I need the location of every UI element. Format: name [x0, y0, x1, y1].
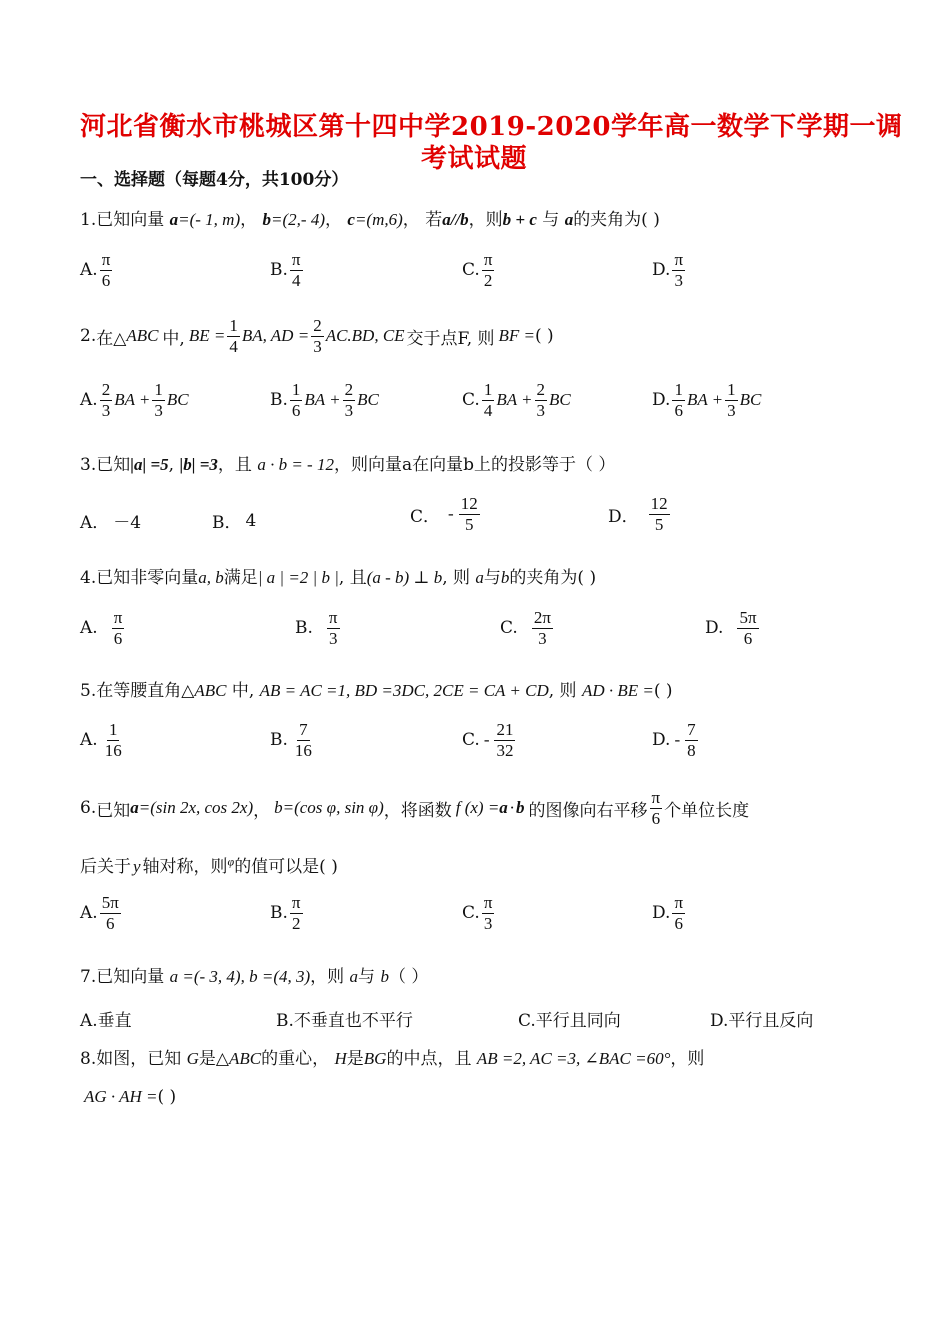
- q2-cross: 交于点F, 则: [406, 328, 495, 349]
- option-fraction: $\frac{5\pi}{6}$: [739, 608, 757, 648]
- q6-number: 6.: [80, 798, 97, 819]
- option-label: A.: [80, 730, 98, 751]
- q7-option-b[interactable]: B.不垂直也不平行: [276, 1011, 413, 1031]
- q4-option-a[interactable]: [80, 608, 126, 648]
- option-label: C.: [462, 730, 480, 751]
- q6-function: f (x) =: [455, 798, 500, 818]
- q5-lead: 在等腰直角△: [96, 681, 195, 701]
- q2-ac-rest: AC.BD, CE: [325, 326, 405, 346]
- q3-option-d[interactable]: [608, 494, 672, 534]
- option-fraction: $\frac{21}{32}$: [496, 720, 514, 760]
- q1-tail: 的夹角为( ): [573, 210, 660, 230]
- q5-option-d[interactable]: [652, 720, 700, 760]
- q3-option-b[interactable]: [212, 508, 256, 533]
- q1-lead: 已知向量: [96, 210, 165, 230]
- question-2: [80, 316, 554, 356]
- q1-vector-c: c: [347, 210, 355, 229]
- option-frac1: $\frac{2}{3}$: [101, 380, 111, 420]
- option-label: D.: [652, 730, 671, 751]
- q5-then: , 则: [548, 681, 577, 701]
- q5-option-a[interactable]: [80, 720, 126, 760]
- q6-y: y: [133, 857, 141, 876]
- option-label: C.: [462, 903, 480, 924]
- option-fraction: $\frac{\pi}{2}$: [483, 250, 493, 290]
- option-label: B.: [270, 903, 288, 924]
- q8-lead: 如图，已知: [96, 1049, 182, 1069]
- option-label: D.: [705, 618, 724, 639]
- q6-vector-a: a: [130, 798, 139, 818]
- q1-option-c[interactable]: [462, 250, 496, 290]
- option-term2: BC: [166, 390, 189, 410]
- q6-option-d[interactable]: [652, 893, 687, 933]
- option-value: －4: [113, 513, 142, 533]
- q5-tail: ( ): [653, 681, 673, 701]
- section-heading: 一、选择题（每题4分，共100分）: [80, 170, 349, 190]
- q3-option-c[interactable]: [410, 494, 482, 534]
- option-frac2: $\frac{2}{3}$: [536, 380, 545, 420]
- option-fraction: $\frac{1}{16}$: [104, 720, 122, 760]
- option-value: 4: [245, 510, 257, 531]
- q1-vector-a2: a: [564, 210, 574, 229]
- q8-then: ，则: [670, 1049, 705, 1069]
- q4-option-b[interactable]: [295, 608, 342, 648]
- q5-number: 5.: [80, 681, 97, 701]
- question-7: [80, 962, 428, 987]
- q6-line2a: 后关于: [80, 857, 131, 877]
- q3-option-a[interactable]: [80, 508, 141, 533]
- document-title-line2: 考试试题: [421, 144, 528, 174]
- q5-condition: AB = AC =1, BD =3DC, 2CE = CA + CD: [259, 681, 549, 700]
- q6-vector-b: b: [274, 798, 283, 818]
- q5-expression: AD · BE =: [581, 681, 654, 700]
- q3-tail: ，则向量a在向量b上的投影等于（ ）: [333, 455, 616, 475]
- document-title-line1: 河北省衡水市桃城区第十四中学2019-2020学年高一数学下学期一调: [80, 112, 903, 142]
- q1-vector-b: b: [262, 210, 272, 229]
- q2-triangle: ABC: [126, 326, 159, 346]
- q5-option-b[interactable]: [270, 720, 316, 760]
- question-6: [80, 788, 749, 828]
- q1-with: 与: [542, 210, 560, 230]
- option-label: D.: [652, 903, 671, 924]
- q4-condition1: | a | =2 | b |: [257, 568, 339, 587]
- q8-centroid: 的重心，: [261, 1049, 330, 1069]
- q6-dot: ·: [509, 798, 515, 818]
- q4-option-d[interactable]: [705, 608, 761, 648]
- option-label: D.: [652, 390, 671, 411]
- option-frac2: $\frac{1}{3}$: [727, 380, 736, 420]
- option-fraction: $\frac{12}{5}$: [650, 494, 668, 534]
- q2-option-d[interactable]: [652, 380, 761, 420]
- option-term1: BA +: [496, 390, 533, 410]
- q3-sep: ,: [168, 455, 175, 475]
- q8-is: 是△: [198, 1049, 229, 1069]
- option-label: B.: [270, 260, 288, 281]
- question-5: [80, 676, 673, 701]
- q2-mid: 中,: [162, 328, 185, 349]
- q4-condition2: (a - b) ⊥ b: [366, 568, 443, 587]
- q5-option-c[interactable]: [462, 720, 517, 760]
- q6-line2c: 的值可以是( ): [234, 857, 338, 877]
- option-term2: BC: [549, 390, 571, 410]
- q8-triangle: ABC: [229, 1049, 262, 1068]
- q3-lead: 已知: [96, 455, 131, 475]
- q4-satisfy: 满足: [223, 568, 258, 588]
- option-label: B.: [270, 730, 288, 751]
- option-frac2: $\frac{2}{3}$: [344, 380, 354, 420]
- q2-option-a[interactable]: [80, 380, 189, 420]
- q7-expression: a =(- 3, 4), b =(4, 3): [169, 967, 311, 986]
- option-term2: BC: [739, 390, 762, 410]
- question-8-line2: [84, 1087, 176, 1107]
- q6-function-a: a: [499, 798, 508, 818]
- option-label: B.: [270, 390, 288, 411]
- q8-h: H: [334, 1049, 347, 1068]
- q3-and: ，且: [217, 455, 252, 475]
- q8-is2: 是: [346, 1049, 364, 1069]
- q6-option-b[interactable]: [270, 893, 305, 933]
- q1-vector-a-value: =(- 1, m): [178, 210, 241, 229]
- q2-bf: BF =: [498, 326, 536, 346]
- minus-sign: -: [674, 730, 681, 750]
- q7-number: 7.: [80, 967, 97, 987]
- q4-vectors: a, b: [198, 568, 224, 587]
- option-label: A.: [80, 260, 98, 281]
- q7-lead: 已知向量: [96, 967, 165, 987]
- q4-tail: 的夹角为( ): [509, 568, 597, 588]
- q3-magnitude-a: |a| =5: [130, 455, 169, 474]
- q2-ba-ad: BA, AD =: [241, 326, 310, 346]
- q1-number: 1.: [80, 210, 97, 230]
- option-term1: BA +: [304, 390, 341, 410]
- q7-b: b: [380, 967, 389, 986]
- q1-vector-c-value: =(m,6): [354, 210, 403, 229]
- q7-option-d[interactable]: D.平行且反向: [710, 1011, 814, 1031]
- minus-sign: -: [448, 504, 454, 524]
- q6-phi: φ: [227, 854, 235, 869]
- q4-and: , 且: [338, 568, 367, 588]
- option-label: D.: [652, 260, 671, 281]
- option-label: A.: [80, 390, 98, 411]
- q1-vector-a: a: [169, 210, 179, 229]
- q7-a: a: [349, 967, 359, 986]
- question-8: [80, 1044, 704, 1069]
- q1-then: ，则: [468, 210, 503, 230]
- option-fraction: $\frac{7}{16}$: [294, 720, 312, 760]
- question-1: 1.已知向量 a=(- 1, m)， b=(2,- 4)， c=(m,6)， 若a//b，则b + c 与 a的夹角为( ): [80, 210, 660, 230]
- question-6-line2: [80, 852, 338, 877]
- option-label: A．: [80, 513, 110, 533]
- option-fraction: $\frac{\pi}{2}$: [291, 893, 301, 933]
- q2-option-b[interactable]: [270, 380, 379, 420]
- option-fraction: $\frac{\pi}{3}$: [674, 250, 684, 290]
- q8-number: 8.: [80, 1049, 97, 1069]
- q7-option-a[interactable]: A.垂直: [80, 1011, 132, 1031]
- q6-option-c[interactable]: [462, 893, 496, 933]
- option-label: B．: [212, 513, 242, 533]
- q6-sep: ，: [253, 800, 271, 821]
- q2-lead: 在△: [96, 328, 127, 349]
- option-frac1: $\frac{1}{6}$: [674, 380, 683, 420]
- q4-then: , 则: [442, 568, 471, 588]
- option-fraction: $\frac{12}{5}$: [460, 494, 478, 534]
- q3-magnitude-b: |b| =3: [179, 455, 218, 474]
- q7-with: 与: [358, 967, 376, 987]
- q8-mid: 的中点，且: [386, 1049, 472, 1069]
- minus-sign: -: [483, 730, 490, 750]
- q2-frac1: $\frac{1}{4}$: [229, 316, 238, 356]
- q3-dot-product: a · b = - 12: [257, 455, 334, 474]
- q6-shift-fraction: $\frac{\pi}{6}$: [651, 788, 661, 828]
- option-fraction: $\frac{\pi}{3}$: [328, 608, 338, 648]
- q4-lead: 已知非零向量: [96, 568, 199, 588]
- option-fraction: $\frac{5\pi}{6}$: [101, 893, 119, 933]
- q1-option-b[interactable]: [270, 250, 305, 290]
- q7-tail: （ ）: [388, 967, 429, 987]
- q1-option-a[interactable]: [80, 250, 114, 290]
- option-label: B.: [295, 618, 313, 639]
- option-term2: BC: [357, 390, 379, 410]
- q7-then: ，则: [310, 967, 345, 987]
- question-3: [80, 450, 615, 475]
- q8-condition: AB =2, AC =3, ∠BAC =60°: [476, 1049, 671, 1068]
- q6-option-a[interactable]: [80, 893, 123, 933]
- option-label: C．: [410, 506, 441, 527]
- option-frac2: $\frac{1}{3}$: [154, 380, 163, 420]
- q8-expression: AG · AH =: [84, 1087, 158, 1106]
- option-fraction: $\frac{2\pi}{3}$: [533, 608, 551, 648]
- q2-tail: ( ): [535, 326, 554, 347]
- q1-condition-word: 若: [425, 210, 443, 230]
- q8-g: G: [186, 1049, 199, 1068]
- q1-sum: b + c: [502, 210, 537, 229]
- option-label: A.: [80, 903, 98, 924]
- option-fraction: $\frac{\pi}{6}$: [674, 893, 684, 933]
- q1-vector-b-value: =(2,- 4): [271, 210, 325, 229]
- q7-option-c[interactable]: C.平行且同向: [518, 1011, 621, 1031]
- q6-function-b: b: [516, 798, 525, 818]
- q4-number: 4.: [80, 568, 97, 588]
- q6-vector-a-value: =(sin 2x, cos 2x): [138, 798, 254, 818]
- option-label: C.: [462, 390, 480, 411]
- q2-frac2: $\frac{2}{3}$: [313, 316, 322, 356]
- q1-option-d[interactable]: [652, 250, 687, 290]
- q6-text1: ，将函数: [383, 800, 452, 821]
- option-fraction: $\frac{7}{8}$: [687, 720, 696, 760]
- q6-text2: 的图像向右平移: [528, 800, 648, 821]
- q5-mid: 中,: [231, 681, 255, 701]
- q2-be: BE =: [188, 326, 226, 346]
- q3-number: 3.: [80, 455, 97, 475]
- q2-number: 2.: [80, 326, 97, 347]
- q4-a: a: [475, 568, 484, 587]
- option-label: D．: [608, 506, 639, 527]
- option-label: C.: [462, 260, 480, 281]
- q8-tail: ( ): [157, 1087, 177, 1107]
- option-label: A.: [80, 618, 98, 639]
- q4-with: 与: [483, 568, 501, 588]
- q6-vector-b-value: =(cos φ, sin φ): [282, 798, 384, 818]
- q4-option-c[interactable]: [500, 608, 555, 648]
- q8-bg: BG: [363, 1049, 387, 1068]
- q2-option-c[interactable]: [462, 380, 571, 420]
- q6-lead: 已知: [96, 800, 131, 821]
- q5-triangle: ABC: [194, 681, 227, 700]
- option-label: C.: [500, 618, 518, 639]
- q1-parallel: a//b: [442, 210, 469, 229]
- option-frac1: $\frac{1}{6}$: [291, 380, 301, 420]
- option-fraction: $\frac{\pi}{6}$: [101, 250, 111, 290]
- option-fraction: $\frac{\pi}{3}$: [483, 893, 493, 933]
- q4-b: b: [500, 568, 510, 587]
- option-term1: BA +: [686, 390, 724, 410]
- question-4: [80, 563, 596, 588]
- option-frac1: $\frac{1}{4}$: [483, 380, 493, 420]
- q6-text3: 个单位长度: [664, 800, 750, 821]
- option-term1: BA +: [114, 390, 151, 410]
- q6-line2b: 轴对称，则: [142, 857, 228, 877]
- option-fraction: $\frac{\pi}{4}$: [291, 250, 301, 290]
- option-fraction: $\frac{\pi}{6}$: [113, 608, 123, 648]
